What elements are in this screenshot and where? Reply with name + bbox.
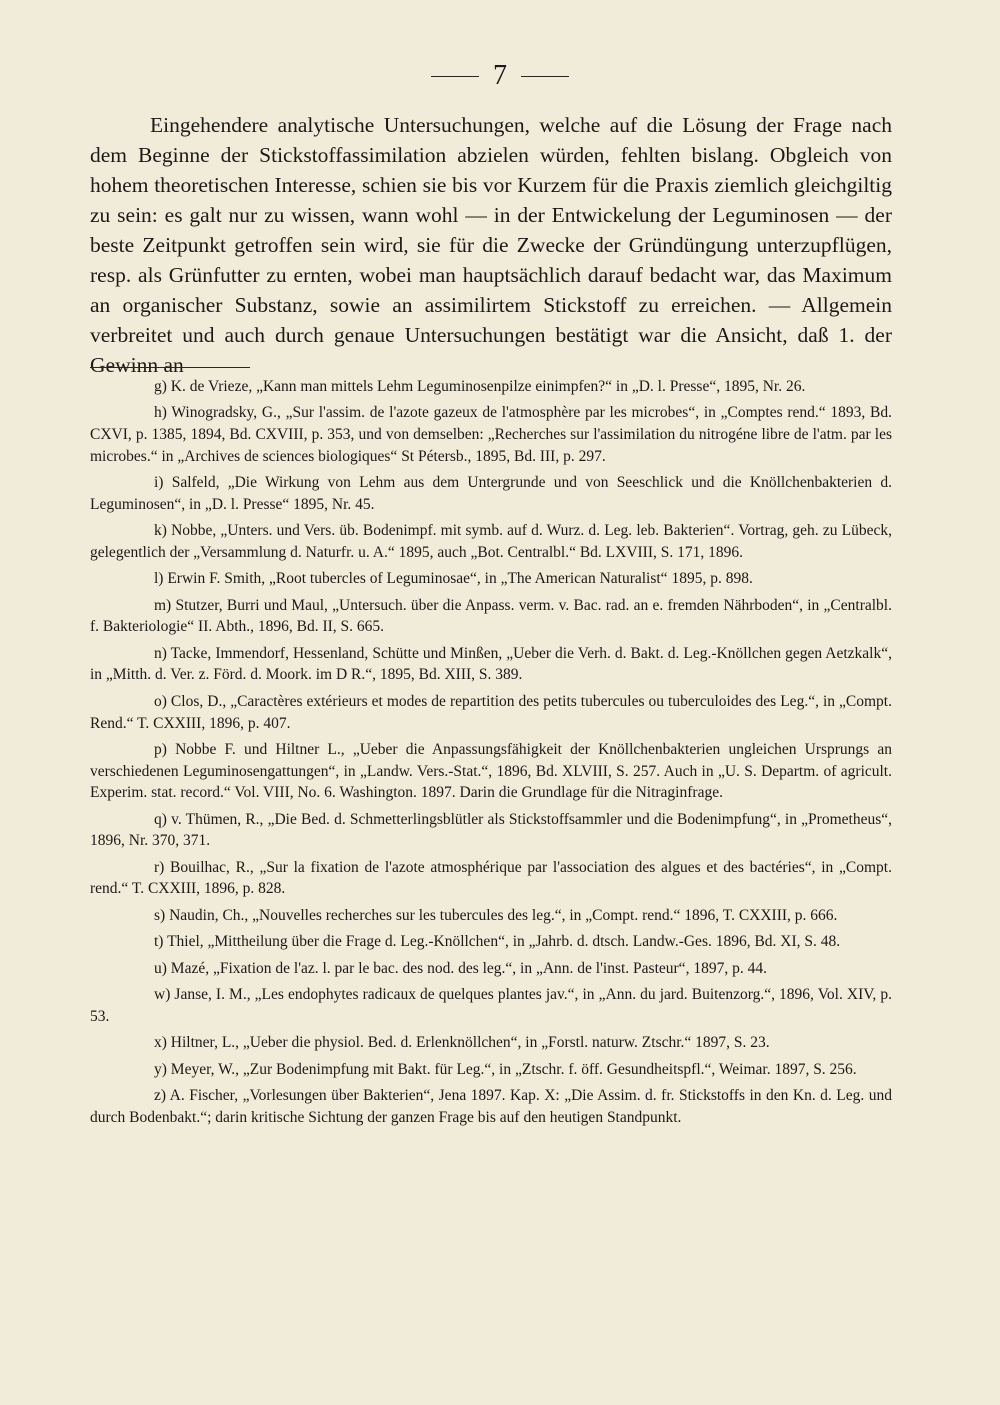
header-rule-left — [431, 76, 479, 77]
footnote-z: z) A. Fischer, „Vorlesungen über Bakterien“, Jena 1897. Kap. X: „Die Assim. d. fr. Stickstoffs in den Kn. d. Leg. und durch Bodenbakt.“; darin kritische Sichtung der ganzen Frage bis auf den heutigen Standpunkt. — [90, 1087, 892, 1126]
footnote-separator — [90, 367, 250, 368]
footnote-t: t) Thiel, „Mittheilung über die Frage d. Leg.-Knöllchen“, in „Jahrb. d. dtsch. Landw.-Ges. 1896, Bd. XI, S. 48. — [154, 933, 841, 951]
footnote-q: q) v. Thümen, R., „Die Bed. d. Schmetterlingsblütler als Stickstoffsammler und die Bodenimpfung“, in „Prometheus“, 1896, Nr. 370, 371. — [90, 810, 892, 850]
footnote-w: w) Janse, I. M., „Les endophytes radicaux de quelques plantes jav.“, in „Ann. du jard. Buitenzorg.“, 1896, Vol. XIV, p. 53. — [90, 986, 892, 1025]
page-number: 7 — [493, 60, 507, 91]
footnote-o: o) Clos, D., „Caractères extérieurs et modes de repartition des petits tubercules ou tuberculoides des Leg.“, in „Compt. Rend.“ T. CXXIII, 1896, p. 407. — [90, 692, 892, 732]
footnote-u: u) Mazé, „Fixation de l'az. l. par le bac. des nod. des leg.“, in „Ann. de l'inst. Pasteur“, 1897, p. 44. — [154, 959, 767, 977]
footnote-r: r) Bouilhac, R., „Sur la fixation de l'azote atmosphérique par l'association des algues et des bactéries“, in „Compt. rend.“ T. CXXIII, 1896, p. 828. — [90, 858, 892, 898]
footnotes — [90, 376, 892, 1133]
page-header — [0, 58, 1000, 94]
footnote-y: y) Meyer, W., „Zur Bodenimpfung mit Bakt. für Leg.“, in „Ztschr. f. öff. Gesundheitspfl.“, Weimar. 1897, S. 256. — [154, 1060, 857, 1078]
footnote-x: x) Hiltner, L., „Ueber die physiol. Bed. d. Erlenknöllchen“, in „Forstl. naturw. Ztschr.“ 1897, S. 23. — [154, 1034, 770, 1052]
footnote-k: k) Nobbe, „Unters. und Vers. üb. Bodenimpf. mit symb. auf d. Wurz. d. Leg. leb. Bakterien“. Vortrag, geh. zu Lübeck, gelegentlich der „Versammlung d. Naturfr. u. A.“ 1895, auch „Bot. Centralbl.“ Bd. LXVIII, S. 171, 1896. — [90, 522, 892, 561]
footnote-l: l) Erwin F. Smith, „Root tubercles of Leguminosae“, in „The American Naturalist“ 1895, p. 898. — [154, 570, 753, 588]
footnote-i: i) Salfeld, „Die Wirkung von Lehm aus dem Untergrunde und von Seeschlick und die Knöllchenbakterien d. Leguminosen“, in „D. l. Presse“ 1895, Nr. 45. — [90, 474, 892, 513]
footnote-s: s) Naudin, Ch., „Nouvelles recherches sur les tubercules des leg.“, in „Compt. rend.“ 1896, T. CXXIII, p. 666. — [154, 906, 838, 924]
footnote-p: p) Nobbe F. und Hiltner L., „Ueber die Anpassungsfähigkeit der Knöllchenbakterien ungleichen Ursprungs an verschiedenen Leguminosengattungen“, in „Landw. Vers.-Stat.“, 1896, Bd. XLVIII, S. 257. Auch in „U. S. Departm. of agricult. Experim. stat. record.“ Vol. VIII, No. 6. Washington. 1897. Darin die Grundlage für die Nitraginfrage. — [90, 741, 892, 802]
footnote-h: h) Winogradsky, G., „Sur l'assim. de l'azote gazeux de l'atmosphère par les microbes“, in „Comptes rend.“ 1893, Bd. CXVI, p. 1385, 1894, Bd. CXVIII, p. 353, und von demselben: „Recherches sur l'assimilation du nitrogéne libre de l'atm. par les microbes.“ in „Archives de sciences biologiques“ St Pétersb., 1895, Bd. III, p. 297. — [90, 404, 892, 465]
footnote-g: g) K. de Vrieze, „Kann man mittels Lehm Leguminosenpilze einimpfen?“ in „D. l. Presse“, 1895, Nr. 26. — [154, 378, 806, 395]
main-text — [90, 110, 892, 380]
footnote-m: m) Stutzer, Burri und Maul, „Untersuch. über die Anpass. verm. v. Bac. rad. an e. fremden Nährboden“, in „Centralbl. f. Bakteriologie“ II. Abth., 1896, Bd. II, S. 665. — [90, 596, 892, 636]
body-paragraph: Eingehendere analytische Untersuchungen, welche auf die Lösung der Frage nach dem Beginne der Stickstoffassimilation abzielen würden, fehlten bislang. Obgleich von hohem theoretischen Interesse, schien sie bis vor Kurzem für die Praxis ziemlich gleichgiltig zu sein: es galt nur zu wissen, wann wohl — in der Entwickelung der Leguminosen — der beste Zeitpunkt getroffen sein wird, sie für die Zwecke der Gründüngung unterzupflügen, resp. als Grünfutter zu ernten, wobei man hauptsächlich darauf bedacht war, das Maximum an organischer Substanz, sowie an assimilirtem Stickstoff zu erreichen. — Allgemein verbreitet und auch durch genaue Untersuchungen bestätigt war die Ansicht, daß 1. der Gewinn an — [90, 113, 892, 377]
footnote-n: n) Tacke, Immendorf, Hessenland, Schütte und Minßen, „Ueber die Verh. d. Bakt. d. Leg.-Knöllchen gegen Aetzkalk“, in „Mitth. d. Ver. z. Förd. d. Moork. im D R.“, 1895, Bd. XIII, S. 389. — [90, 644, 892, 684]
header-rule-right — [521, 76, 569, 77]
